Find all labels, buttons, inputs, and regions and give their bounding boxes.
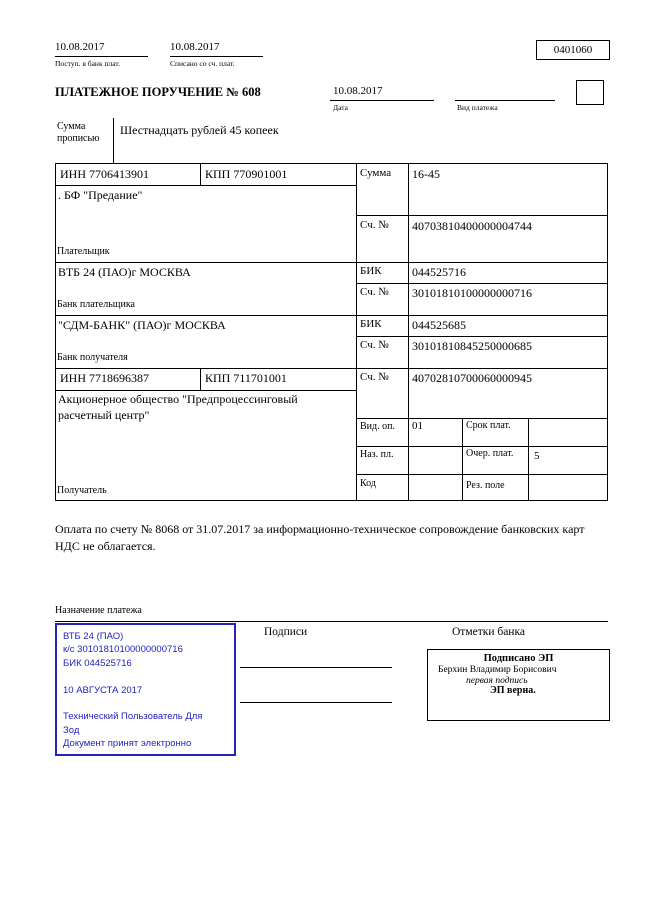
payment-type-label: Вид платежа: [457, 103, 498, 112]
payee-inn: ИНН 7718696387: [60, 371, 149, 385]
grid-line: [170, 56, 263, 57]
payer-bank-bik: 044525716: [412, 265, 466, 279]
bank-stamp-line: 10 АВГУСТА 2017: [63, 684, 143, 696]
payee-bank-name: "СДМ-БАНК" (ПАО)г МОСКВА: [58, 318, 226, 332]
grid-line: [462, 418, 463, 500]
payee-section-label: Получатель: [57, 485, 107, 496]
ep-verified-label: ЭП верна.: [490, 685, 536, 696]
grid-line: [55, 500, 608, 501]
payer-bank-account: 30101810100000000716: [412, 286, 532, 300]
amount-words-label: Сумма прописью: [57, 121, 100, 144]
payer-account: 40703810400000004744: [412, 219, 532, 233]
grid-line: [356, 446, 608, 447]
grid-line: [330, 100, 434, 101]
pay-term-label: Срок плат.: [466, 420, 511, 431]
payee-bank-bik-label: БИК: [360, 318, 382, 330]
grid-line: [455, 100, 555, 101]
grid-line: [55, 56, 148, 57]
signature-line: [240, 702, 392, 703]
debited-date-label: Списано со сч. плат.: [170, 59, 235, 68]
doc-date-field: 10.08.2017: [333, 85, 383, 97]
ep-signer-name: Берхин Владимир Борисович: [438, 665, 557, 675]
payer-inn: ИНН 7706413901: [60, 167, 149, 181]
grid-line: [356, 336, 608, 337]
grid-line: [356, 474, 608, 475]
code-label: Код: [360, 478, 376, 489]
grid-line: [356, 215, 608, 216]
payment-kind-box: [576, 80, 604, 105]
grid-line: [55, 262, 608, 263]
grid-line: [55, 315, 608, 316]
grid-line: [113, 118, 114, 163]
priority-value: 5: [534, 450, 540, 462]
bank-stamp-line: [63, 697, 228, 710]
payer-name: . БФ "Предание": [58, 188, 143, 202]
priority-label: Очер. плат.: [466, 448, 514, 459]
grid-line: [528, 418, 529, 500]
payee-account: 40702810700060000945: [412, 371, 532, 385]
grid-line: [55, 163, 56, 500]
grid-line: [356, 418, 608, 419]
received-date-label: Поступ. в банк плат.: [55, 59, 120, 68]
bank-stamp-line: к/с 30101810100000000716: [63, 644, 183, 656]
amount-label: Сумма: [360, 167, 392, 179]
grid-line: [200, 368, 201, 390]
signature-line: [240, 667, 392, 668]
bank-stamp-line: Документ принят электронно: [63, 738, 192, 750]
amount-words-value: Шестнадцать рублей 45 копеек: [120, 123, 279, 137]
payer-account-label: Сч. №: [360, 219, 389, 231]
payee-bank-bik: 044525685: [412, 318, 466, 332]
grid-line: [200, 163, 201, 185]
bank-stamp: [55, 623, 236, 756]
grid-line: [55, 621, 608, 622]
amount-value: 16-45: [412, 167, 440, 181]
bank-stamp-line: Технический Пользователь Для: [63, 711, 203, 723]
payer-kpp: КПП 770901001: [205, 167, 288, 181]
payer-section-label: Плательщик: [57, 246, 110, 257]
bank-stamp-line: ВТБ 24 (ПАО): [63, 631, 124, 642]
payee-bank-section-label: Банк получателя: [57, 352, 128, 363]
reserve-field-label: Рез. поле: [466, 480, 505, 491]
payer-bank-section-label: Банк плательщика: [57, 299, 135, 310]
page-title: ПЛАТЕЖНОЕ ПОРУЧЕНИЕ № 608: [55, 85, 261, 99]
received-date-field: 10.08.2017: [55, 41, 105, 53]
grid-line: [356, 163, 357, 500]
payee-kpp: КПП 711701001: [205, 371, 287, 385]
pay-purpose-label: Наз. пл.: [360, 449, 394, 460]
payee-name: Акционерное общество "Предпроцессинговый расчетный центр": [58, 392, 298, 422]
bank-stamp-line: БИК 044525716: [63, 657, 132, 669]
purpose-section-label: Назначение платежа: [55, 605, 142, 616]
grid-line: [55, 368, 608, 369]
payer-bank-account-label: Сч. №: [360, 286, 389, 298]
payee-bank-account: 30101810845250000685: [412, 339, 532, 353]
bank-stamp-line: Зод: [63, 724, 80, 736]
payee-bank-account-label: Сч. №: [360, 339, 389, 351]
ep-stamp-box: [427, 649, 610, 721]
grid-line: [55, 185, 356, 186]
debited-date-field: 10.08.2017: [170, 41, 220, 53]
form-code: 0401060: [553, 44, 593, 56]
form-code-box: [536, 40, 610, 60]
purpose-text: Оплата по счету № 8068 от 31.07.2017 за информационно-техническое сопровождение банковских карт НДС не облагается.: [55, 522, 585, 553]
payer-bank-bik-label: БИК: [360, 265, 382, 277]
payee-account-label: Сч. №: [360, 371, 389, 383]
grid-line: [607, 163, 608, 500]
doc-date-label: Дата: [333, 103, 348, 112]
op-kind-label: Вид. оп.: [360, 421, 395, 432]
grid-line: [408, 163, 409, 500]
op-kind-value: 01: [412, 420, 423, 432]
bank-stamp-line: [63, 670, 228, 683]
payer-bank-name: ВТБ 24 (ПАО)г МОСКВА: [58, 265, 191, 279]
grid-line: [55, 163, 608, 164]
signatures-title: Подписи: [264, 626, 308, 638]
ep-signed-label: Подписано ЭП: [483, 653, 554, 664]
grid-line: [356, 283, 608, 284]
ep-signature-role: первая подпись: [466, 676, 528, 686]
bank-marks-title: Отметки банка: [452, 626, 525, 638]
